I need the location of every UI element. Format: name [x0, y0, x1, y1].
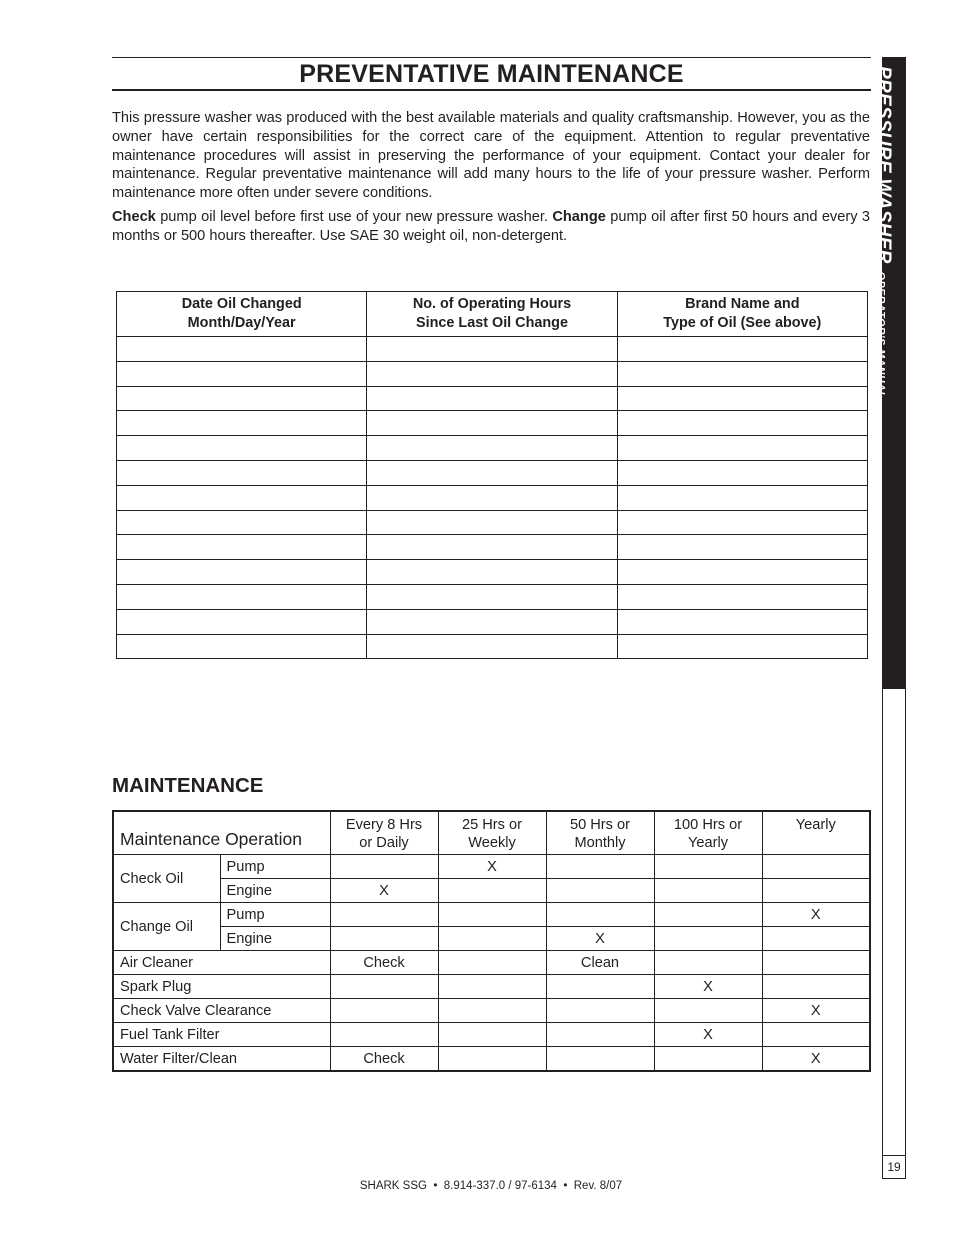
oil-log-blank-cell: [367, 436, 617, 461]
oil-log-blank-cell: [367, 386, 617, 411]
oil-log-blank-cell: [367, 584, 617, 609]
schedule-cell: [546, 999, 654, 1023]
schedule-cell: [330, 1023, 438, 1047]
oil-log-blank-row: [117, 411, 868, 436]
maintenance-operation-header: Maintenance Operation: [113, 811, 330, 855]
oil-log-header-hours: No. of Operating Hours Since Last Oil Change: [367, 292, 617, 337]
oil-log-blank-cell: [617, 485, 867, 510]
schedule-cell: [438, 951, 546, 975]
schedule-cell: Check: [330, 951, 438, 975]
schedule-cell: [330, 999, 438, 1023]
oil-log-header-row: [117, 292, 868, 337]
schedule-cell: [546, 855, 654, 879]
schedule-cell: [762, 975, 870, 999]
schedule-cell: [330, 975, 438, 999]
operation-label: Fuel Tank Filter: [113, 1023, 330, 1047]
oil-log-blank-row: [117, 609, 868, 634]
schedule-cell: [654, 903, 762, 927]
oil-log-blank-cell: [117, 411, 367, 436]
schedule-cell: [546, 903, 654, 927]
schedule-cell: [654, 1047, 762, 1072]
schedule-cell: [438, 927, 546, 951]
oil-log-blank-cell: [117, 510, 367, 535]
schedule-cell: [654, 951, 762, 975]
intro-paragraph: This pressure washer was produced with the best available materials and quality craftsmanship. However, you as the owner have certain responsibilities for the correct care of the equipment. Attention to regular preventative maintenance procedures will assist in preserving the performance of your equipment. Contact your dealer for maintenance. Regular preventative maintenance will add many hours to the life of your pressure washer. Perform maintenance more often under severe conditions.: [112, 110, 870, 202]
engine-label: Engine: [220, 879, 330, 903]
schedule-cell: X: [762, 903, 870, 927]
oil-instructions: [112, 208, 870, 246]
schedule-cell: [330, 927, 438, 951]
schedule-cell: [438, 999, 546, 1023]
oil-log-blank-cell: [117, 361, 367, 386]
schedule-cell: [762, 855, 870, 879]
schedule-cell: [438, 1023, 546, 1047]
oil-log-blank-row: [117, 485, 868, 510]
change-text: pump oil after first 50 hours and every 3 months or 500 hours thereafter. Use SAE 30 weight oil, non-detergent.: [112, 209, 870, 244]
oil-log-blank-cell: [117, 485, 367, 510]
schedule-cell: X: [330, 879, 438, 903]
schedule-cell: [546, 1047, 654, 1072]
schedule-cell: X: [438, 855, 546, 879]
table-row: [113, 855, 870, 879]
oil-log-blank-cell: [367, 634, 617, 659]
oil-log-blank-cell: [117, 584, 367, 609]
oil-change-log-table: [116, 291, 868, 659]
top-rule: [112, 57, 871, 58]
table-row: [113, 999, 870, 1023]
schedule-cell: [654, 999, 762, 1023]
oil-log-blank-cell: [617, 634, 867, 659]
table-row: [113, 903, 870, 927]
maintenance-schedule-table: [112, 810, 871, 1072]
oil-log-blank-cell: [117, 337, 367, 362]
interval-header: 25 Hrs or Weekly: [438, 811, 546, 855]
schedule-cell: [654, 927, 762, 951]
schedule-cell: [654, 855, 762, 879]
oil-log-blank-cell: [617, 386, 867, 411]
operation-label: Air Cleaner: [113, 951, 330, 975]
check-oil-label: Check Oil: [113, 855, 220, 903]
sidebar-label: [872, 66, 894, 398]
oil-log-blank-cell: [367, 411, 617, 436]
schedule-cell: [762, 951, 870, 975]
oil-log-blank-cell: [117, 560, 367, 585]
oil-log-blank-cell: [367, 560, 617, 585]
check-word: Check: [112, 209, 156, 225]
schedule-cell: X: [654, 975, 762, 999]
oil-log-blank-cell: [617, 510, 867, 535]
oil-log-blank-row: [117, 584, 868, 609]
oil-log-blank-cell: [617, 436, 867, 461]
oil-log-blank-row: [117, 510, 868, 535]
change-word: Change: [552, 209, 606, 225]
oil-log-blank-row: [117, 361, 868, 386]
maintenance-header-row: [113, 811, 870, 855]
oil-log-blank-cell: [367, 460, 617, 485]
oil-log-blank-row: [117, 560, 868, 585]
table-row: [113, 1023, 870, 1047]
schedule-cell: [330, 903, 438, 927]
pump-label: Pump: [220, 855, 330, 879]
interval-header: 100 Hrs or Yearly: [654, 811, 762, 855]
oil-log-body: [117, 337, 868, 659]
oil-log-blank-cell: [617, 337, 867, 362]
oil-log-blank-cell: [117, 436, 367, 461]
schedule-cell: [762, 1023, 870, 1047]
schedule-cell: [546, 879, 654, 903]
oil-log-blank-cell: [617, 460, 867, 485]
table-row: [113, 927, 870, 951]
oil-log-blank-row: [117, 634, 868, 659]
schedule-cell: [438, 975, 546, 999]
operation-label: Spark Plug: [113, 975, 330, 999]
simple-rows: [113, 951, 870, 1072]
schedule-cell: X: [762, 999, 870, 1023]
oil-log-blank-row: [117, 386, 868, 411]
sidebar-title: PRESSURE WASHER: [873, 66, 894, 264]
oil-log-blank-cell: [617, 609, 867, 634]
oil-log-header-brand: Brand Name and Type of Oil (See above): [617, 292, 867, 337]
schedule-cell: [762, 927, 870, 951]
oil-log-blank-cell: [117, 386, 367, 411]
table-row: [113, 975, 870, 999]
oil-log-blank-cell: [617, 535, 867, 560]
oil-log-blank-cell: [617, 584, 867, 609]
oil-log-blank-cell: [367, 609, 617, 634]
check-text: pump oil level before first use of your new pressure washer.: [155, 209, 553, 225]
schedule-cell: X: [546, 927, 654, 951]
table-row: [113, 879, 870, 903]
page-title: PREVENTATIVE MAINTENANCE: [299, 60, 684, 88]
oil-log-blank-cell: [367, 510, 617, 535]
schedule-cell: [654, 879, 762, 903]
pump-label: Pump: [220, 903, 330, 927]
schedule-cell: Check: [330, 1047, 438, 1072]
change-oil-label: Change Oil: [113, 903, 220, 951]
engine-label: Engine: [220, 927, 330, 951]
oil-log-blank-cell: [617, 361, 867, 386]
oil-log-blank-row: [117, 337, 868, 362]
schedule-cell: [330, 855, 438, 879]
oil-log-blank-cell: [117, 634, 367, 659]
oil-log-blank-row: [117, 535, 868, 560]
schedule-cell: [438, 1047, 546, 1072]
oil-log-blank-cell: [367, 337, 617, 362]
oil-log-blank-cell: [367, 361, 617, 386]
oil-log-blank-row: [117, 436, 868, 461]
page-number: 19: [882, 1155, 906, 1179]
oil-log-blank-cell: [367, 535, 617, 560]
schedule-cell: X: [654, 1023, 762, 1047]
oil-log-blank-cell: [617, 411, 867, 436]
schedule-cell: [546, 975, 654, 999]
interval-header: Every 8 Hrs or Daily: [330, 811, 438, 855]
schedule-cell: X: [762, 1047, 870, 1072]
footer: SHARK SSG • 8.914-337.0 / 97-6134 • Rev. 8/07: [359, 1180, 623, 1192]
schedule-cell: [438, 903, 546, 927]
oil-log-blank-row: [117, 460, 868, 485]
sidebar-outline: [882, 689, 906, 1179]
interval-header: 50 Hrs or Monthly: [546, 811, 654, 855]
schedule-cell: [762, 879, 870, 903]
title-underline: [112, 89, 871, 91]
oil-log-blank-cell: [117, 609, 367, 634]
table-row: [113, 1047, 870, 1072]
maintenance-title: MAINTENANCE: [112, 774, 264, 797]
schedule-cell: Clean: [546, 951, 654, 975]
oil-log-blank-cell: [117, 535, 367, 560]
interval-header: Yearly: [762, 811, 870, 855]
oil-log-blank-cell: [367, 485, 617, 510]
operation-label: Water Filter/Clean: [113, 1047, 330, 1072]
oil-log-blank-cell: [617, 560, 867, 585]
oil-log-blank-cell: [117, 460, 367, 485]
table-row: [113, 951, 870, 975]
schedule-cell: [438, 879, 546, 903]
oil-log-header-date: Date Oil Changed Month/Day/Year: [117, 292, 367, 337]
sidebar-subtitle: OPERATOR'S MANUAL: [875, 271, 887, 399]
schedule-cell: [546, 1023, 654, 1047]
operation-label: Check Valve Clearance: [113, 999, 330, 1023]
